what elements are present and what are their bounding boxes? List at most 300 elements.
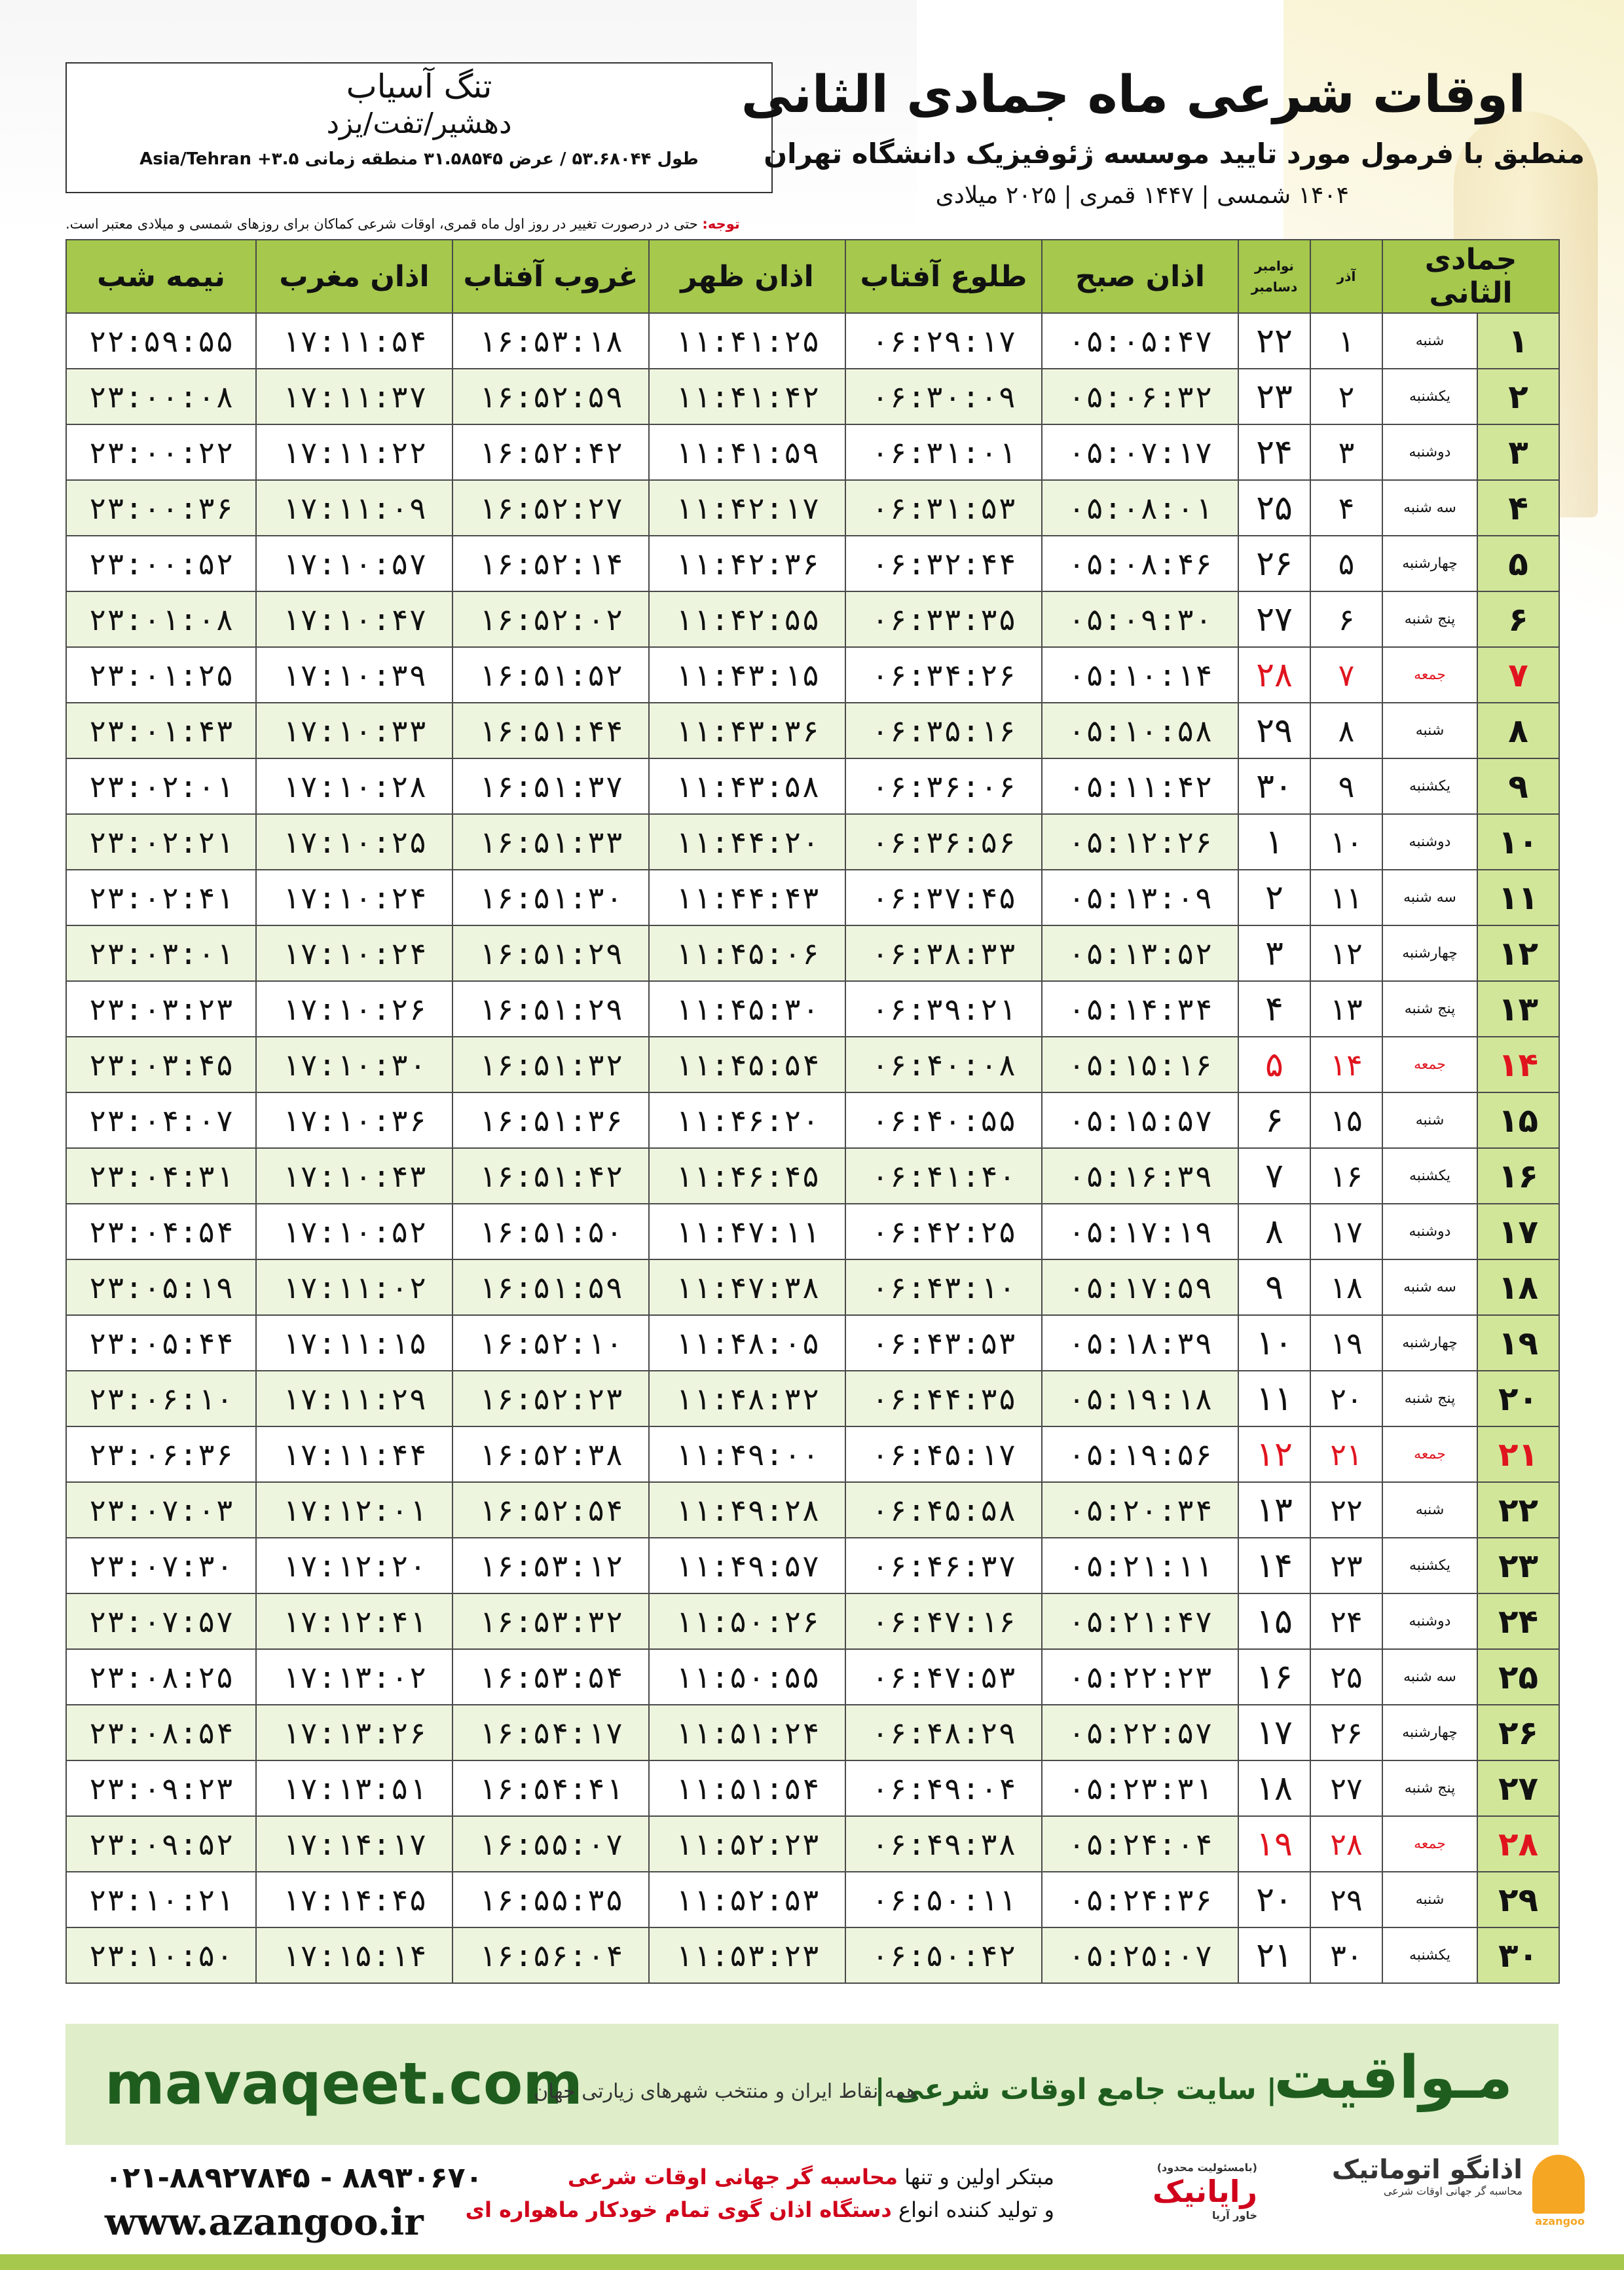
maghrib-time: ۱۷:۱۰:۲۵ (256, 814, 452, 870)
weekday: یکشنبه (1382, 369, 1477, 424)
shamsi-day: ۱۱ (1310, 870, 1382, 925)
table-row (66, 424, 1559, 480)
gregorian-day: ۲۶ (1238, 536, 1310, 591)
weekday: شنبه (1382, 313, 1477, 369)
fajr-time: ۰۵:۲۲:۲۳ (1042, 1649, 1238, 1705)
shamsi-day: ۲۶ (1310, 1705, 1382, 1760)
dhuhr-time: ۱۱:۴۹:۲۸ (649, 1482, 845, 1538)
fajr-time: ۰۵:۲۳:۳۱ (1042, 1760, 1238, 1816)
note-line (65, 216, 740, 232)
dhuhr-time: ۱۱:۴۶:۴۵ (649, 1148, 845, 1204)
fajr-time: ۰۵:۱۸:۳۹ (1042, 1315, 1238, 1371)
gregorian-day: ۱۷ (1238, 1705, 1310, 1760)
hijri-day: ۲۹ (1477, 1872, 1559, 1927)
midnight-time: ۲۳:۰۴:۳۱ (66, 1148, 256, 1204)
midnight-time: ۲۳:۰۸:۵۴ (66, 1705, 256, 1760)
gregorian-day: ۲۱ (1238, 1927, 1310, 1983)
sunset-time: ۱۶:۵۱:۴۴ (452, 703, 649, 758)
sunrise-time: ۰۶:۳۱:۵۳ (845, 480, 1042, 536)
weekday: چهارشنبه (1382, 925, 1477, 981)
azangoo-minaret-icon (1532, 2155, 1585, 2214)
hijri-day: ۹ (1477, 758, 1559, 814)
dhuhr-time: ۱۱:۴۸:۳۲ (649, 1371, 845, 1426)
gregorian-day: ۴ (1238, 981, 1310, 1037)
header-gregorian (1238, 240, 1310, 313)
sunrise-time: ۰۶:۴۰:۵۵ (845, 1092, 1042, 1148)
header-gregorian-2: دسامبر (1251, 279, 1298, 295)
shamsi-day: ۲۹ (1310, 1872, 1382, 1927)
table-row (66, 1872, 1559, 1927)
fajr-time: ۰۵:۲۲:۵۷ (1042, 1705, 1238, 1760)
sunrise-time: ۰۶:۳۶:۵۶ (845, 814, 1042, 870)
sunrise-time: ۰۶:۴۷:۵۳ (845, 1649, 1042, 1705)
shamsi-day: ۱۷ (1310, 1204, 1382, 1259)
dhuhr-time: ۱۱:۴۶:۲۰ (649, 1092, 845, 1148)
maghrib-time: ۱۷:۱۱:۰۹ (256, 480, 452, 536)
page-title: اوقات شرعی ماه جمادی الثانی (741, 65, 1526, 124)
weekday: یکشنبه (1382, 1148, 1477, 1204)
midnight-time: ۲۳:۰۷:۰۳ (66, 1482, 256, 1538)
weekday: سه شنبه (1382, 480, 1477, 536)
table-row (66, 1092, 1559, 1148)
shamsi-day: ۲۲ (1310, 1482, 1382, 1538)
gregorian-day: ۲۵ (1238, 480, 1310, 536)
gregorian-day: ۸ (1238, 1204, 1310, 1259)
midnight-time: ۲۳:۰۵:۱۹ (66, 1259, 256, 1315)
midnight-time: ۲۳:۱۰:۲۱ (66, 1872, 256, 1927)
table-row (66, 981, 1559, 1037)
dhuhr-time: ۱۱:۴۵:۳۰ (649, 981, 845, 1037)
maghrib-time: ۱۷:۱۰:۲۴ (256, 925, 452, 981)
maghrib-time: ۱۷:۱۵:۱۴ (256, 1927, 452, 1983)
gregorian-day: ۱۵ (1238, 1593, 1310, 1649)
weekday: چهارشنبه (1382, 1315, 1477, 1371)
weekday: یکشنبه (1382, 758, 1477, 814)
sunrise-time: ۰۶:۴۲:۲۵ (845, 1204, 1042, 1259)
sunrise-time: ۰۶:۳۲:۴۴ (845, 536, 1042, 591)
sunset-time: ۱۶:۵۱:۳۰ (452, 870, 649, 925)
sunset-time: ۱۶:۵۱:۳۷ (452, 758, 649, 814)
hijri-day: ۱ (1477, 313, 1559, 369)
midnight-time: ۲۳:۰۱:۲۵ (66, 647, 256, 703)
dhuhr-time: ۱۱:۵۳:۲۳ (649, 1927, 845, 1983)
shamsi-day: ۱۳ (1310, 981, 1382, 1037)
sunrise-time: ۰۶:۳۰:۰۹ (845, 369, 1042, 424)
table-row (66, 814, 1559, 870)
midnight-time: ۲۲:۵۹:۵۵ (66, 313, 256, 369)
shamsi-day: ۲۵ (1310, 1649, 1382, 1705)
maghrib-time: ۱۷:۱۰:۴۳ (256, 1148, 452, 1204)
midnight-time: ۲۳:۰۰:۲۲ (66, 424, 256, 480)
sunset-time: ۱۶:۵۵:۰۷ (452, 1816, 649, 1872)
hijri-day: ۴ (1477, 480, 1559, 536)
weekday: پنج شنبه (1382, 1371, 1477, 1426)
sunset-time: ۱۶:۵۵:۳۵ (452, 1872, 649, 1927)
midnight-time: ۲۳:۰۷:۳۰ (66, 1538, 256, 1593)
calendar-years: ۱۴۰۴ شمسی | ۱۴۴۷ قمری | ۲۰۲۵ میلادی (935, 182, 1349, 209)
weekday: پنج شنبه (1382, 981, 1477, 1037)
brand-tagline: همه نقاط ایران و منتخب شهرهای زیارتی جهان (534, 2080, 917, 2103)
sunset-time: ۱۶:۵۲:۵۹ (452, 369, 649, 424)
fajr-time: ۰۵:۱۷:۵۹ (1042, 1259, 1238, 1315)
table-row (66, 1927, 1559, 1983)
azangoo-logo-text: اذانگو اتوماتیک (1331, 2155, 1522, 2185)
sunrise-time: ۰۶:۳۱:۰۱ (845, 424, 1042, 480)
sunset-time: ۱۶:۵۱:۴۲ (452, 1148, 649, 1204)
maker-line-1-highlight: محاسبه گر جهانی اوقات شرعی (567, 2165, 898, 2189)
hijri-day: ۲۴ (1477, 1593, 1559, 1649)
shamsi-day: ۱۸ (1310, 1259, 1382, 1315)
sunrise-time: ۰۶:۳۶:۰۶ (845, 758, 1042, 814)
gregorian-day: ۱۲ (1238, 1426, 1310, 1482)
brand-description: | سایت جامع اوقات شرعی | (874, 2073, 1277, 2106)
maghrib-time: ۱۷:۱۰:۲۴ (256, 870, 452, 925)
weekday: شنبه (1382, 703, 1477, 758)
gregorian-day: ۱۴ (1238, 1538, 1310, 1593)
table-row (66, 1371, 1559, 1426)
hijri-day: ۲۷ (1477, 1760, 1559, 1816)
midnight-time: ۲۳:۰۱:۰۸ (66, 591, 256, 647)
maghrib-time: ۱۷:۱۱:۱۵ (256, 1315, 452, 1371)
fajr-time: ۰۵:۱۲:۲۶ (1042, 814, 1238, 870)
sunset-time: ۱۶:۵۱:۳۲ (452, 1037, 649, 1092)
weekday: جمعه (1382, 1426, 1477, 1482)
sunrise-time: ۰۶:۳۳:۳۵ (845, 591, 1042, 647)
maghrib-time: ۱۷:۱۱:۰۲ (256, 1259, 452, 1315)
maghrib-time: ۱۷:۱۳:۵۱ (256, 1760, 452, 1816)
weekday: پنج شنبه (1382, 1760, 1477, 1816)
sunrise-time: ۰۶:۴۴:۳۵ (845, 1371, 1042, 1426)
shamsi-day: ۲۱ (1310, 1426, 1382, 1482)
header-fajr: اذان صبح (1042, 240, 1238, 313)
brand-name: مـواقیت (1274, 2043, 1513, 2112)
hijri-day: ۸ (1477, 703, 1559, 758)
header-midnight: نیمه شب (66, 240, 256, 313)
sunset-time: ۱۶:۵۲:۱۰ (452, 1315, 649, 1371)
shamsi-day: ۴ (1310, 480, 1382, 536)
midnight-time: ۲۳:۰۷:۵۷ (66, 1593, 256, 1649)
gregorian-day: ۱۹ (1238, 1816, 1310, 1872)
sunset-time: ۱۶:۵۳:۱۲ (452, 1538, 649, 1593)
sunset-time: ۱۶:۵۲:۲۷ (452, 480, 649, 536)
midnight-time: ۲۳:۰۰:۰۸ (66, 369, 256, 424)
header-maghrib: اذان مغرب (256, 240, 452, 313)
fajr-time: ۰۵:۱۵:۱۶ (1042, 1037, 1238, 1092)
table-row (66, 1593, 1559, 1649)
midnight-time: ۲۳:۰۴:۰۷ (66, 1092, 256, 1148)
fajr-time: ۰۵:۱۰:۱۴ (1042, 647, 1238, 703)
gregorian-day: ۷ (1238, 1148, 1310, 1204)
bottom-bar (0, 2254, 1624, 2270)
gregorian-day: ۲ (1238, 870, 1310, 925)
rayanik-logo-side: خاور آریا (1212, 2209, 1257, 2222)
header-sunrise: طلوع آفتاب (845, 240, 1042, 313)
rayanik-logo (1133, 2161, 1257, 2220)
dhuhr-time: ۱۱:۴۲:۵۵ (649, 591, 845, 647)
midnight-time: ۲۳:۰۰:۳۶ (66, 480, 256, 536)
weekday: پنج شنبه (1382, 591, 1477, 647)
dhuhr-time: ۱۱:۴۳:۳۶ (649, 703, 845, 758)
maghrib-time: ۱۷:۱۳:۰۲ (256, 1649, 452, 1705)
weekday: دوشنبه (1382, 1593, 1477, 1649)
fajr-time: ۰۵:۰۶:۳۲ (1042, 369, 1238, 424)
table-row (66, 703, 1559, 758)
midnight-time: ۲۳:۰۲:۴۱ (66, 870, 256, 925)
weekday: چهارشنبه (1382, 1705, 1477, 1760)
table-row (66, 1538, 1559, 1593)
table-row (66, 591, 1559, 647)
maghrib-time: ۱۷:۱۱:۲۲ (256, 424, 452, 480)
header-gregorian-1: نوامبر (1255, 258, 1294, 274)
shamsi-day: ۸ (1310, 703, 1382, 758)
maker-line-2 (466, 2197, 1054, 2222)
location-region: دهشیر/تفت/یزد (326, 107, 512, 140)
weekday: شنبه (1382, 1872, 1477, 1927)
sunset-time: ۱۶:۵۳:۱۸ (452, 313, 649, 369)
hijri-day: ۲۸ (1477, 1816, 1559, 1872)
gregorian-day: ۳ (1238, 925, 1310, 981)
maghrib-time: ۱۷:۱۰:۳۶ (256, 1092, 452, 1148)
gregorian-day: ۲۷ (1238, 591, 1310, 647)
shamsi-day: ۲۳ (1310, 1538, 1382, 1593)
maker-line-1 (568, 2165, 1054, 2189)
weekday: چهارشنبه (1382, 536, 1477, 591)
sunrise-time: ۰۶:۴۸:۲۹ (845, 1705, 1042, 1760)
weekday: سه شنبه (1382, 1259, 1477, 1315)
table-row (66, 1426, 1559, 1482)
shamsi-day: ۳۰ (1310, 1927, 1382, 1983)
shamsi-day: ۱۶ (1310, 1148, 1382, 1204)
dhuhr-time: ۱۱:۴۱:۵۹ (649, 424, 845, 480)
hijri-day: ۶ (1477, 591, 1559, 647)
maghrib-time: ۱۷:۱۲:۴۱ (256, 1593, 452, 1649)
shamsi-day: ۲۴ (1310, 1593, 1382, 1649)
table-row (66, 870, 1559, 925)
weekday: جمعه (1382, 647, 1477, 703)
midnight-time: ۲۳:۰۳:۲۳ (66, 981, 256, 1037)
maghrib-time: ۱۷:۱۰:۳۳ (256, 703, 452, 758)
midnight-time: ۲۳:۰۸:۲۵ (66, 1649, 256, 1705)
gregorian-day: ۲۸ (1238, 647, 1310, 703)
hijri-day: ۲۱ (1477, 1426, 1559, 1482)
hijri-day: ۱۸ (1477, 1259, 1559, 1315)
sunset-time: ۱۶:۵۱:۳۳ (452, 814, 649, 870)
dhuhr-time: ۱۱:۴۲:۳۶ (649, 536, 845, 591)
midnight-time: ۲۳:۰۲:۰۱ (66, 758, 256, 814)
gregorian-day: ۲۲ (1238, 313, 1310, 369)
page-subtitle: منطبق با فرمول مورد تایید موسسه ژئوفیزیک دانشگاه تهران (764, 138, 1585, 170)
sunset-time: ۱۶:۵۲:۵۴ (452, 1482, 649, 1538)
location-coordinates: طول ۵۳.۶۸۰۴۴ / عرض ۳۱.۵۸۵۴۵ منطقه زمانی Asia/Tehran +۳.۵ (139, 149, 699, 169)
dhuhr-time: ۱۱:۴۷:۳۸ (649, 1259, 845, 1315)
header-sunset: غروب آفتاب (452, 240, 649, 313)
hijri-day: ۱۱ (1477, 870, 1559, 925)
sunrise-time: ۰۶:۴۵:۱۷ (845, 1426, 1042, 1482)
shamsi-day: ۵ (1310, 536, 1382, 591)
sunset-time: ۱۶:۵۲:۱۴ (452, 536, 649, 591)
shamsi-day: ۱۵ (1310, 1092, 1382, 1148)
fajr-time: ۰۵:۱۳:۵۲ (1042, 925, 1238, 981)
table-row (66, 1148, 1559, 1204)
midnight-time: ۲۳:۰۶:۳۶ (66, 1426, 256, 1482)
table-row (66, 647, 1559, 703)
fajr-time: ۰۵:۲۴:۰۴ (1042, 1816, 1238, 1872)
sunset-time: ۱۶:۵۶:۰۴ (452, 1927, 649, 1983)
weekday: سه شنبه (1382, 870, 1477, 925)
dhuhr-time: ۱۱:۴۴:۴۳ (649, 870, 845, 925)
shamsi-day: ۳ (1310, 424, 1382, 480)
fajr-time: ۰۵:۰۵:۴۷ (1042, 313, 1238, 369)
hijri-day: ۲۶ (1477, 1705, 1559, 1760)
table-row (66, 1482, 1559, 1538)
dhuhr-time: ۱۱:۵۰:۲۶ (649, 1593, 845, 1649)
dhuhr-time: ۱۱:۴۷:۱۱ (649, 1204, 845, 1259)
sunrise-time: ۰۶:۴۹:۰۴ (845, 1760, 1042, 1816)
weekday: شنبه (1382, 1482, 1477, 1538)
table-row (66, 1204, 1559, 1259)
maghrib-time: ۱۷:۱۱:۲۹ (256, 1371, 452, 1426)
hijri-day: ۲۳ (1477, 1538, 1559, 1593)
sunrise-time: ۰۶:۳۷:۴۵ (845, 870, 1042, 925)
fajr-time: ۰۵:۲۱:۴۷ (1042, 1593, 1238, 1649)
maker-line-2-text: و تولید کننده انواع (891, 2197, 1054, 2222)
gregorian-day: ۶ (1238, 1092, 1310, 1148)
gregorian-day: ۲۴ (1238, 424, 1310, 480)
dhuhr-time: ۱۱:۴۸:۰۵ (649, 1315, 845, 1371)
weekday: شنبه (1382, 1092, 1477, 1148)
weekday: دوشنبه (1382, 1204, 1477, 1259)
fajr-time: ۰۵:۱۹:۵۶ (1042, 1426, 1238, 1482)
shamsi-day: ۲۷ (1310, 1760, 1382, 1816)
rayanik-logo-sub: (بامسئولیت محدود) (1156, 2161, 1257, 2174)
table-row (66, 480, 1559, 536)
shamsi-day: ۱۴ (1310, 1037, 1382, 1092)
location-name: تنگ آسیاب (346, 67, 492, 105)
midnight-time: ۲۳:۰۹:۲۳ (66, 1760, 256, 1816)
shamsi-day: ۱۲ (1310, 925, 1382, 981)
sunrise-time: ۰۶:۳۴:۲۶ (845, 647, 1042, 703)
sunrise-time: ۰۶:۴۹:۳۸ (845, 1816, 1042, 1872)
mavaqeet-banner (65, 2024, 1559, 2145)
hijri-day: ۲ (1477, 369, 1559, 424)
sunrise-time: ۰۶:۴۰:۰۸ (845, 1037, 1042, 1092)
hijri-day: ۱۷ (1477, 1204, 1559, 1259)
hijri-day: ۱۵ (1477, 1092, 1559, 1148)
shamsi-day: ۶ (1310, 591, 1382, 647)
sunset-time: ۱۶:۵۱:۲۹ (452, 925, 649, 981)
maghrib-time: ۱۷:۱۰:۵۷ (256, 536, 452, 591)
dhuhr-time: ۱۱:۵۱:۲۴ (649, 1705, 845, 1760)
maghrib-time: ۱۷:۱۲:۲۰ (256, 1538, 452, 1593)
maghrib-time: ۱۷:۱۰:۵۲ (256, 1204, 452, 1259)
midnight-time: ۲۳:۰۱:۴۳ (66, 703, 256, 758)
table-row (66, 758, 1559, 814)
sunrise-time: ۰۶:۴۱:۴۰ (845, 1148, 1042, 1204)
sunset-time: ۱۶:۵۱:۲۹ (452, 981, 649, 1037)
fajr-time: ۰۵:۲۵:۰۷ (1042, 1927, 1238, 1983)
table-row (66, 1705, 1559, 1760)
midnight-time: ۲۳:۰۰:۵۲ (66, 536, 256, 591)
table-row (66, 1259, 1559, 1315)
weekday: جمعه (1382, 1816, 1477, 1872)
phone-numbers: ۰۲۱-۸۸۹۲۷۸۴۵ - ۸۸۹۳۰۶۷۰ (105, 2161, 483, 2195)
site-url[interactable]: mavaqeet.com (105, 2050, 583, 2117)
weekday: جمعه (1382, 1037, 1477, 1092)
weekday: یکشنبه (1382, 1927, 1477, 1983)
midnight-time: ۲۳:۱۰:۵۰ (66, 1927, 256, 1983)
gregorian-day: ۱ (1238, 814, 1310, 870)
shamsi-day: ۲۸ (1310, 1816, 1382, 1872)
website-link[interactable]: www.azangoo.ir (105, 2201, 424, 2244)
fajr-time: ۰۵:۱۹:۱۸ (1042, 1371, 1238, 1426)
dhuhr-time: ۱۱:۵۲:۵۳ (649, 1872, 845, 1927)
weekday: دوشنبه (1382, 814, 1477, 870)
hijri-day: ۳ (1477, 424, 1559, 480)
sunset-time: ۱۶:۵۱:۵۹ (452, 1259, 649, 1315)
header-hijri: جمادی الثانی (1382, 240, 1559, 313)
maker-line-1-text: مبتکر اولین و تنها (897, 2165, 1054, 2189)
dhuhr-time: ۱۱:۴۱:۲۵ (649, 313, 845, 369)
dhuhr-time: ۱۱:۴۳:۵۸ (649, 758, 845, 814)
note-text: حتی در درصورت تغییر در روز اول ماه قمری، اوقات شرعی کماکان برای روزهای شمسی و میلادی معتبر است. (65, 216, 703, 232)
maghrib-time: ۱۷:۱۱:۳۷ (256, 369, 452, 424)
fajr-time: ۰۵:۱۴:۳۴ (1042, 981, 1238, 1037)
note-label: توجه: (702, 216, 740, 232)
midnight-time: ۲۳:۰۴:۵۴ (66, 1204, 256, 1259)
dhuhr-time: ۱۱:۵۲:۲۳ (649, 1816, 845, 1872)
hijri-day: ۱۰ (1477, 814, 1559, 870)
dhuhr-time: ۱۱:۵۱:۵۴ (649, 1760, 845, 1816)
gregorian-day: ۵ (1238, 1037, 1310, 1092)
fajr-time: ۰۵:۱۵:۵۷ (1042, 1092, 1238, 1148)
sunset-time: ۱۶:۵۲:۲۳ (452, 1371, 649, 1426)
maghrib-time: ۱۷:۱۳:۲۶ (256, 1705, 452, 1760)
hijri-day: ۳۰ (1477, 1927, 1559, 1983)
midnight-time: ۲۳:۰۹:۵۲ (66, 1816, 256, 1872)
fajr-time: ۰۵:۱۳:۰۹ (1042, 870, 1238, 925)
dhuhr-time: ۱۱:۴۱:۴۲ (649, 369, 845, 424)
fajr-time: ۰۵:۰۸:۴۶ (1042, 536, 1238, 591)
maghrib-time: ۱۷:۱۴:۱۷ (256, 1816, 452, 1872)
rayanik-logo-text: رایانیک (1153, 2174, 1257, 2209)
midnight-time: ۲۳:۰۳:۴۵ (66, 1037, 256, 1092)
shamsi-day: ۲۰ (1310, 1371, 1382, 1426)
midnight-time: ۲۳:۰۳:۰۱ (66, 925, 256, 981)
sunrise-time: ۰۶:۴۷:۱۶ (845, 1593, 1042, 1649)
dhuhr-time: ۱۱:۴۵:۵۴ (649, 1037, 845, 1092)
hijri-day: ۲۲ (1477, 1482, 1559, 1538)
dhuhr-time: ۱۱:۴۹:۵۷ (649, 1538, 845, 1593)
gregorian-day: ۲۳ (1238, 369, 1310, 424)
fajr-time: ۰۵:۲۰:۳۴ (1042, 1482, 1238, 1538)
table-row (66, 925, 1559, 981)
weekday: یکشنبه (1382, 1538, 1477, 1593)
header-shamsi: آذر (1310, 240, 1382, 313)
hijri-day: ۱۴ (1477, 1037, 1559, 1092)
sunset-time: ۱۶:۵۲:۰۲ (452, 591, 649, 647)
gregorian-day: ۱۰ (1238, 1315, 1310, 1371)
weekday: سه شنبه (1382, 1649, 1477, 1705)
azangoo-logo-sub: محاسبه گر جهانی اوقات شرعی (1383, 2185, 1522, 2197)
hijri-day: ۱۲ (1477, 925, 1559, 981)
table-row (66, 536, 1559, 591)
fajr-time: ۰۵:۱۷:۱۹ (1042, 1204, 1238, 1259)
fajr-time: ۰۵:۱۱:۴۲ (1042, 758, 1238, 814)
gregorian-day: ۱۱ (1238, 1371, 1310, 1426)
dhuhr-time: ۱۱:۴۳:۱۵ (649, 647, 845, 703)
gregorian-day: ۲۹ (1238, 703, 1310, 758)
maghrib-time: ۱۷:۱۰:۲۶ (256, 981, 452, 1037)
